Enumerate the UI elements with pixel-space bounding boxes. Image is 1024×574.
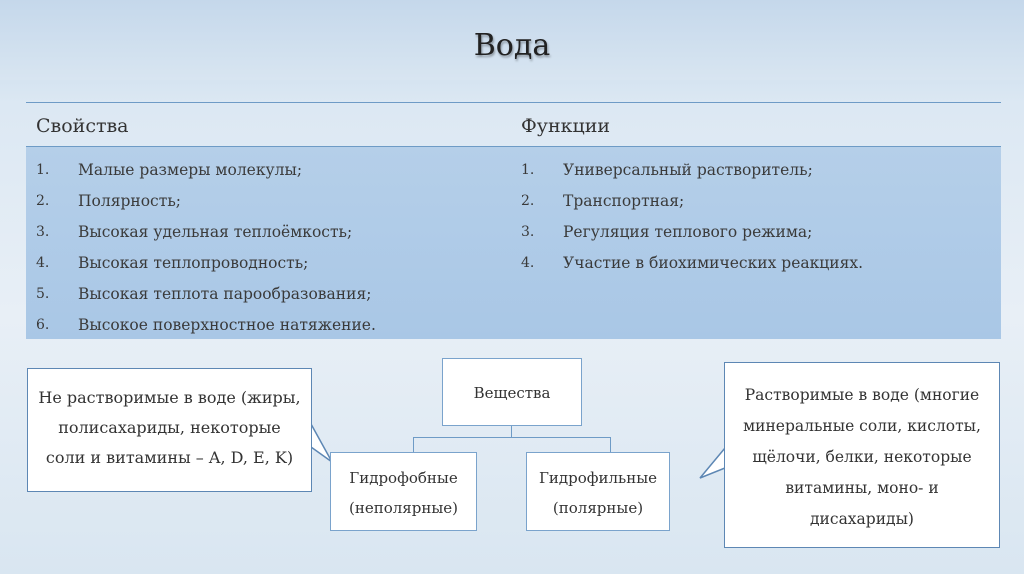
functions-header: Функции — [521, 115, 611, 137]
list-text: Регуляция теплового режима; — [563, 223, 813, 241]
callout-line: Не растворимые в воде (жиры, — [38, 388, 301, 407]
list-number: 1. — [36, 162, 50, 178]
list-number: 3. — [521, 224, 535, 240]
list-text: Универсальный растворитель; — [563, 161, 813, 179]
list-number: 2. — [521, 193, 535, 209]
list-number: 6. — [36, 317, 50, 333]
list-number: 3. — [36, 224, 50, 240]
list-text: Высокая теплота парообразования; — [78, 285, 372, 303]
callout-line: щёлочи, белки, некоторые — [752, 448, 972, 466]
callout-line: дисахариды) — [810, 510, 914, 528]
callout-line: витамины, моно- и — [785, 479, 939, 497]
callout-line: полисахариды, некоторые — [58, 418, 281, 437]
list-text: Высокая удельная теплоёмкость; — [78, 223, 353, 241]
insoluble-callout — [27, 368, 312, 492]
list-number: 4. — [521, 255, 535, 271]
list-text: Транспортная; — [563, 192, 685, 210]
list-text: Участие в биохимических реакциях. — [563, 254, 864, 272]
list-text: Малые размеры молекулы; — [78, 161, 303, 179]
substances-box: Вещества — [442, 358, 582, 426]
callout-line: Растворимые в воде (многие — [744, 386, 980, 404]
list-number: 5. — [36, 286, 50, 302]
callout-line: минеральные соли, кислоты, — [743, 417, 981, 435]
list-number: 2. — [36, 193, 50, 209]
hydrophilic-label: Гидрофильные — [538, 469, 658, 487]
list-text: Высокое поверхностное натяжение. — [78, 316, 376, 334]
slide-title: Вода — [473, 28, 551, 63]
hydrophilic-sublabel: (полярные) — [552, 499, 644, 517]
hydrophobic-label: Гидрофобные — [349, 469, 458, 487]
list-text: Полярность; — [78, 192, 181, 210]
list-number: 1. — [521, 162, 535, 178]
properties-header: Свойства — [36, 115, 129, 137]
hydrophobic-sublabel: (неполярные) — [348, 499, 458, 517]
list-number: 4. — [36, 255, 50, 271]
soluble-callout — [724, 362, 1000, 548]
left-callout-tail — [311, 424, 332, 462]
right-callout-tail — [700, 448, 725, 478]
hydrophilic-box — [526, 452, 670, 531]
callout-line: соли и витамины – A, D, E, K) — [45, 448, 294, 467]
list-text: Высокая теплопроводность; — [78, 254, 309, 272]
hydrophobic-box — [330, 452, 477, 531]
